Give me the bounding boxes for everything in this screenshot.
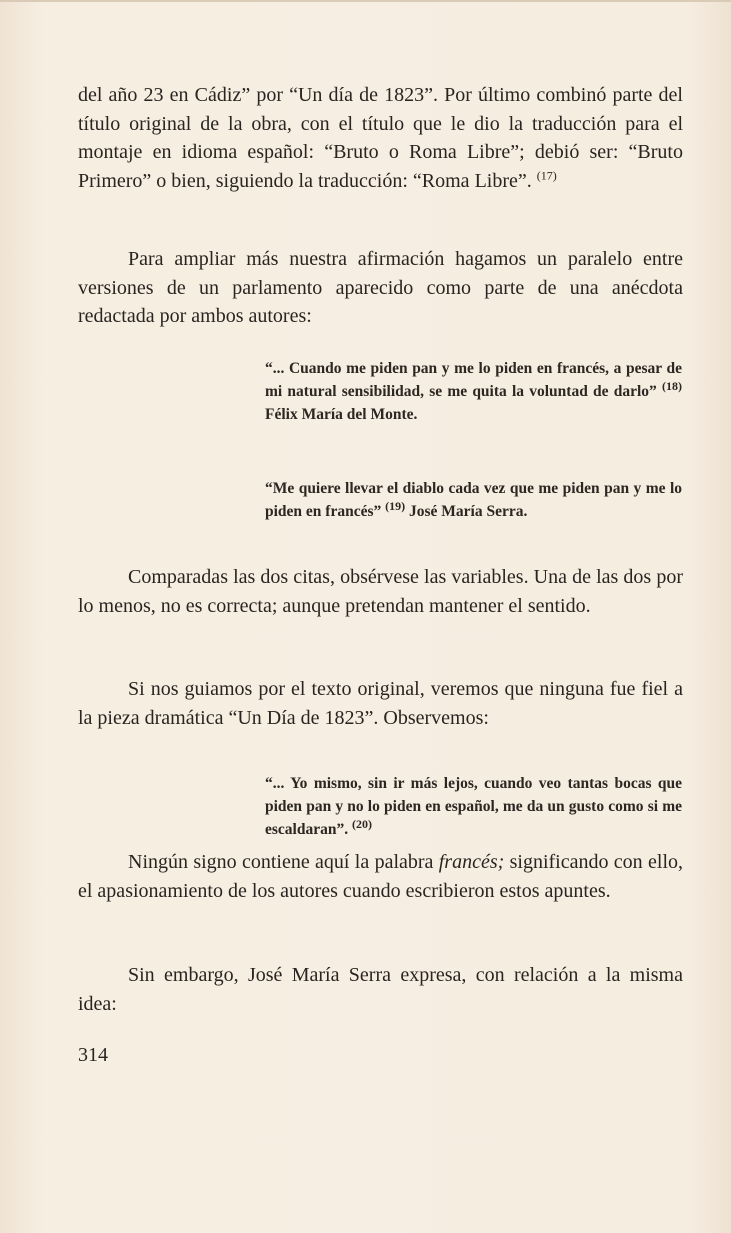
paragraph-5-text-start: Ningún signo contiene aquí la palabra <box>128 851 439 873</box>
quote-1-text: “... Cuando me piden pan y me lo piden en francés, a pesar de mi natural sensibilidad, se me quita la voluntad de darlo” <box>265 360 682 400</box>
block-quote-2 <box>265 477 682 523</box>
paragraph-6 <box>78 961 683 1018</box>
emphasized-word: francés; <box>438 851 505 873</box>
quote-1-attribution: Félix María del Monte. <box>265 406 418 423</box>
paragraph-4 <box>78 675 683 732</box>
block-quote-3 <box>265 772 682 841</box>
paragraph-5 <box>78 848 683 905</box>
block-quote-1 <box>265 357 682 426</box>
quote-2-attribution: José María Serra. <box>405 503 528 520</box>
paragraph-3 <box>78 563 683 620</box>
paragraph-1-text: del año 23 en Cádiz” por “Un día de 1823”. Por último combinó parte del título original de la obra, con el título que le dio la traducción para el montaje en idioma español: “Bruto o Roma Libre”; debió ser: “Bruto Primero” o bien, siguiendo la traducción: “Roma Libre”. <box>78 84 683 192</box>
page-number: 314 <box>78 1044 108 1066</box>
page-top-edge <box>0 0 731 2</box>
footnote-ref-17: (17) <box>536 167 557 182</box>
paragraph-6-text: Sin embargo, José María Serra expresa, con relación a la misma idea: <box>78 964 683 1015</box>
paragraph-1 <box>78 81 683 195</box>
footnote-ref-19: (19) <box>385 498 406 513</box>
footnote-ref-18: (18) <box>662 378 683 393</box>
paragraph-3-text: Comparadas las dos citas, obsérvese las variables. Una de las dos por lo menos, no es correcta; aunque pretendan mantener el sentido. <box>78 566 683 617</box>
paragraph-2-text: Para ampliar más nuestra afirmación hagamos un paralelo entre versiones de un parlamento aparecido como parte de una anécdota redactada por ambos autores: <box>78 248 683 327</box>
paragraph-2 <box>78 245 683 331</box>
paragraph-5-text-end: significando con ello, el apasionamiento de los autores cuando escribieron estos apuntes. <box>78 851 684 902</box>
quote-3-text: “... Yo mismo, sin ir más lejos, cuando veo tantas bocas que piden pan y no lo piden en español, me da un gusto como si me escaldaran”. <box>265 775 682 838</box>
footnote-ref-20: (20) <box>351 816 372 831</box>
paragraph-4-text: Si nos guiamos por el texto original, veremos que ninguna fue fiel a la pieza dramática “Un Día de 1823”. Observemos: <box>78 678 683 729</box>
quote-2-text: “Me quiere llevar el diablo cada vez que me piden pan y me lo piden en francés” <box>265 480 682 520</box>
